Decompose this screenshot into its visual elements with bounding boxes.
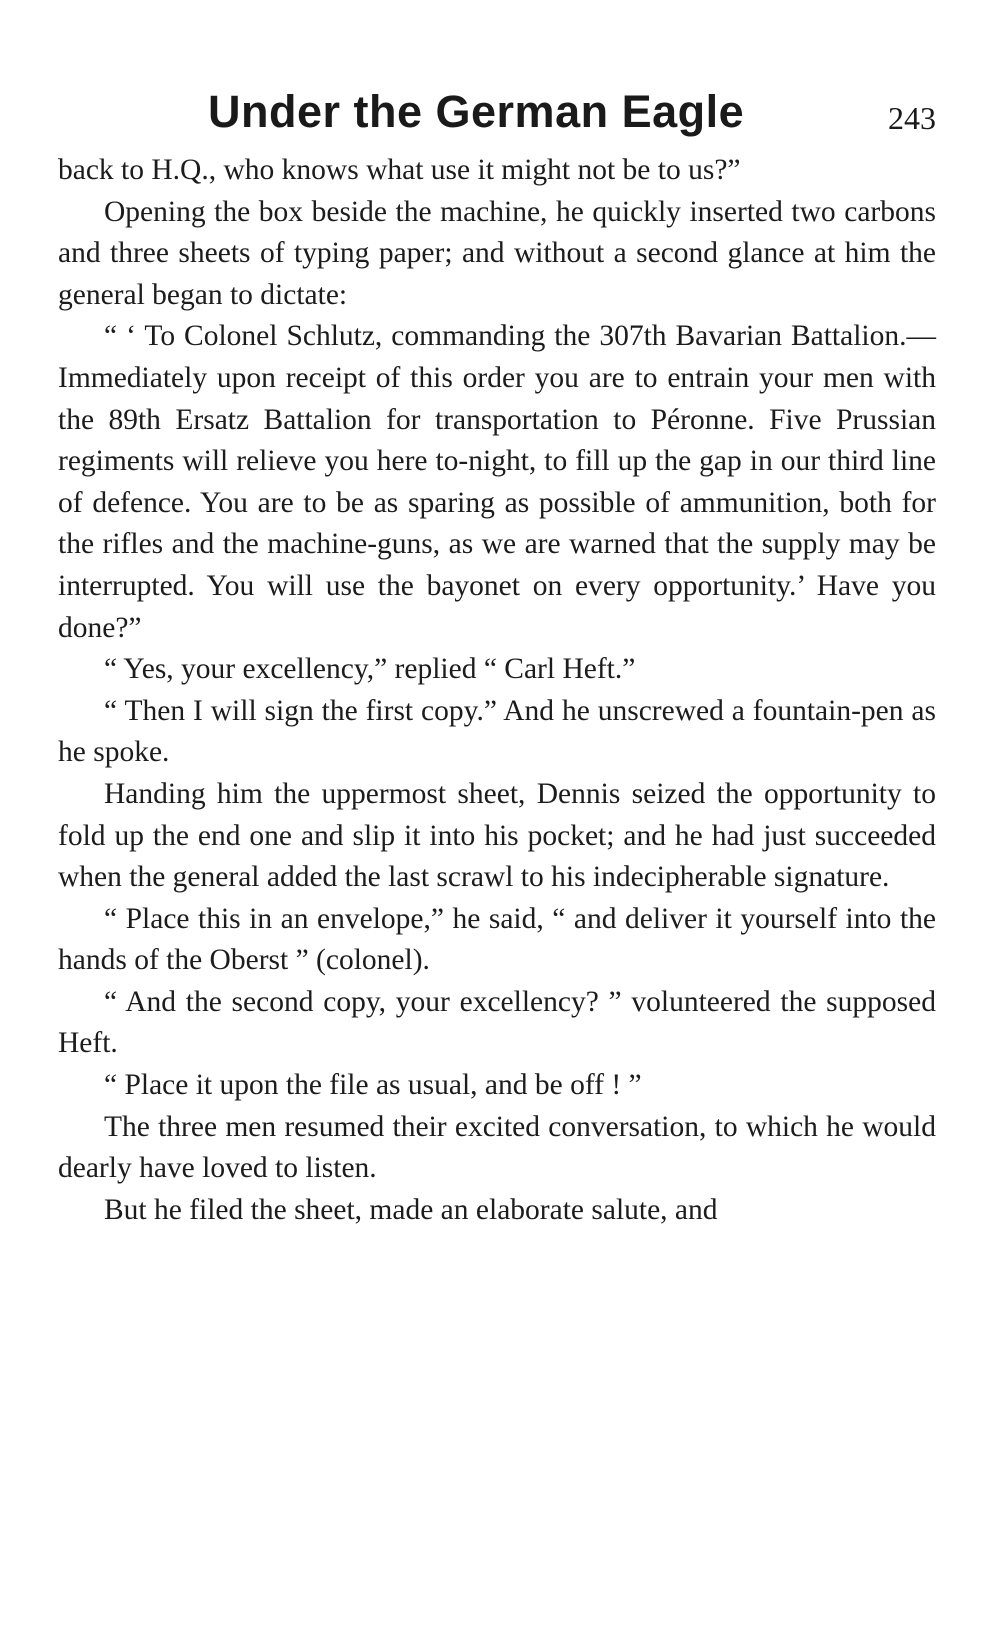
paragraph: Opening the box beside the machine, he quickly inserted two carbons and three sheets of typing paper; and without a second glance at him the general began to dictate: xyxy=(58,195,936,311)
page-number: 243 xyxy=(888,100,936,136)
paragraph: “ Then I will sign the first copy.” And he unscrewed a fountain-pen as he spoke. xyxy=(58,694,936,769)
body-text xyxy=(58,150,936,1231)
paragraph: Handing him the uppermost sheet, Dennis seized the opportunity to fold up the end one and slip it into his pocket; and he had just succeeded when the general added the last scrawl to his indecipherable signature. xyxy=(58,777,936,894)
paragraph: “ Place this in an envelope,” he said, “ and deliver it yourself into the hands of the Oberst ” (colonel). xyxy=(58,902,936,977)
paragraph: “ Yes, your excellency,” replied “ Carl Heft.” xyxy=(104,653,636,686)
paragraph: back to H.Q., who knows what use it might not be to us?” xyxy=(58,154,741,186)
running-title: Under the German Eagle xyxy=(208,86,745,137)
page-header xyxy=(58,82,936,142)
paragraph: “ ‘ To Colonel Schlutz, commanding the 307th Bavarian Battalion.—Immediately upon receipt of this order you are to entrain your men with the 89th Ersatz Battalion for transportation to Péronne. Five Prussian regiments will relieve you here to-night, to fill up the gap in our third line of defence. You are to be as sparing as possible of ammunition, both for the rifles and the machine-guns, as we are warned that the supply may be interrupted. You will use the bayonet on every opportunity.’ Have you done?” xyxy=(58,320,936,644)
paragraph: “ And the second copy, your excellency? ” volunteered the supposed Heft. xyxy=(58,985,936,1060)
paragraph: The three men resumed their excited conversation, to which he would dearly have loved to listen. xyxy=(58,1110,936,1185)
paragraph: “ Place it upon the file as usual, and be off ! ” xyxy=(104,1069,642,1102)
paragraph: But he filed the sheet, made an elaborate salute, and xyxy=(104,1193,718,1226)
